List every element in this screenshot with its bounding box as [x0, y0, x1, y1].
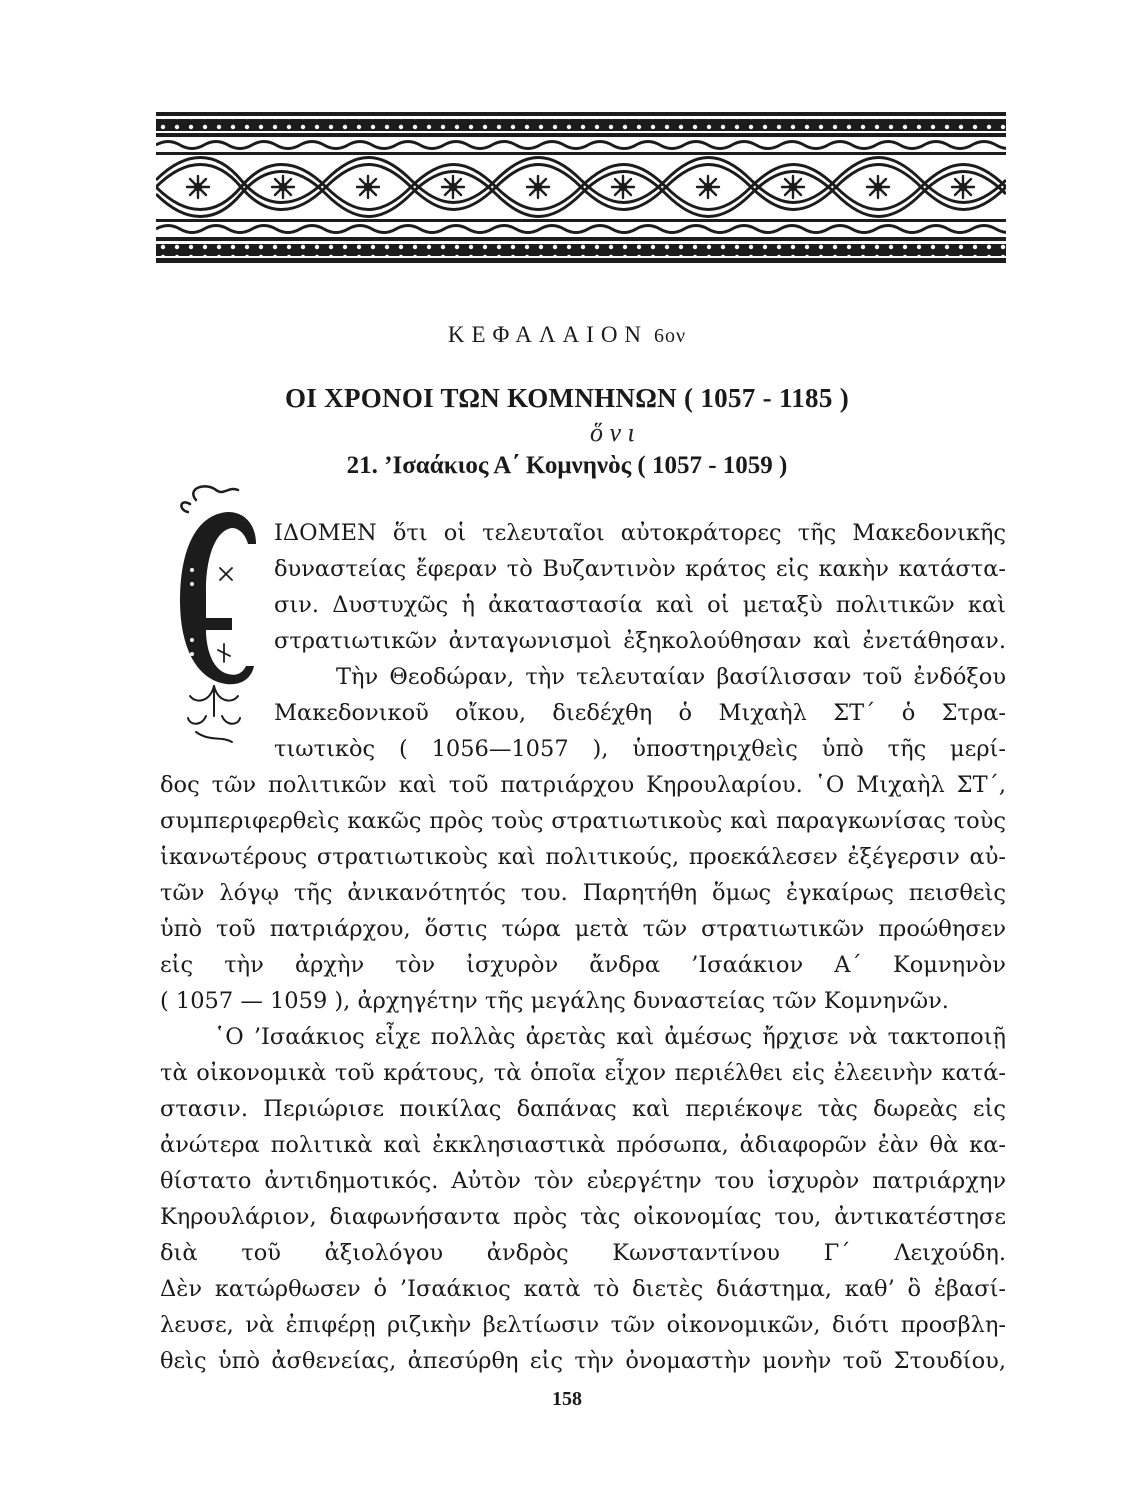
text-line: στασιν. Περιώρισε ποικίλας δαπάνας καὶ περιέκοψε τὰς δωρεὰς εἰς	[160, 1096, 1006, 1122]
text-line: Δὲν κατώρθωσεν ὁ ’Ισαάκιος κατὰ τὸ διετὲς διάστημα, καθ’ ὃ ἐβασί-	[160, 1276, 1006, 1302]
text-line: εἰς τὴν ἀρχὴν τὸν ἰσχυρὸν ἄνδρα ’Ισαάκιον Α΄ Κομνηνὸν	[160, 952, 1006, 978]
text-line: τῶν λόγῳ τῆς ἀνικανότητός του. Παρητήθη ὅμως ἐγκαίρως πεισθεὶς	[160, 880, 1006, 906]
text-line: Μακεδονικοῦ οἴκου, διεδέχθη ὁ Μιχαὴλ ΣΤ΄ ὁ Στρα-	[274, 700, 1006, 726]
text-line: θίστατο ἀντιδημοτικός. Αὐτὸν τὸν εὐεργέτην του ἰσχυρὸν πατριάρχην	[160, 1168, 1006, 1194]
handwritten-margin-note: ὅ ν ι	[590, 418, 635, 447]
chapter-heading	[0, 322, 1134, 348]
text-line: Κηρουλάριον, διαφωνήσαντα πρὸς τὰς οἰκονομίας του, ἀντικατέστησε	[160, 1204, 1006, 1230]
text-line: ῾Ο ’Ισαάκιος εἶχε πολλὰς ἀρετὰς καὶ ἀμέσως ἤρχισε νὰ τακτοποιῇ	[214, 1024, 1006, 1050]
text-line: ( 1057 — 1059 ), ἀρχηγέτην τῆς μεγάλης δυναστείας τῶν Κομνηνῶν.	[160, 988, 949, 1014]
text-line: λευσε, νὰ ἐπιφέρῃ ριζικὴν βελτίωσιν τῶν οἰκονομικῶν, διότι προσβλη-	[160, 1312, 1006, 1338]
text-line: ΙΔΟΜΕΝ ὅτι οἱ τελευταῖοι αὐτοκράτορες τῆς Μακεδονικῆς	[274, 520, 1006, 546]
text-line: σιν. Δυστυχῶς ἡ ἀκαταστασία καὶ οἱ μεταξὺ πολιτικῶν καὶ	[274, 592, 1006, 618]
text-line: δος τῶν πολιτικῶν καὶ τοῦ πατριάρχου Κηρουλαρίου. ῾Ο Μιχαὴλ ΣΤ΄,	[160, 772, 1006, 798]
chapter-title: ΟΙ ΧΡΟΝΟΙ ΤΩΝ ΚΟΜΝΗΝΩΝ ( 1057 - 1185 )	[285, 383, 849, 413]
chapter-ordinal: 6ον	[654, 325, 687, 347]
text-line: θεὶς ὑπὸ ἀσθενείας, ἀπεσύρθη εἰς τὴν ὀνομαστὴν μονὴν τοῦ Στουδίου,	[160, 1348, 1006, 1374]
text-line: στρατιωτικῶν ἀνταγωνισμοὶ ἐξηκολούθησαν καὶ ἐνετάθησαν.	[274, 628, 1006, 654]
text-line: συμπεριφερθεὶς κακῶς πρὸς τοὺς στρατιωτικοὺς καὶ παραγκωνίσας τοὺς	[160, 808, 1006, 834]
text-line: τιωτικὸς ( 1056—1057 ), ὑποστηριχθεὶς ὑπὸ τῆς μερί-	[274, 736, 1006, 762]
ornamental-header-banner	[156, 112, 1006, 264]
section-title: 21. ’Ισαάκιος Α΄ Κομνηνὸς ( 1057 - 1059 )	[346, 452, 788, 479]
text-line: δυναστείας ἔφεραν τὸ Βυζαντινὸν κράτος εἰς κακὴν κατάστα-	[274, 556, 1006, 582]
text-line: ὑπὸ τοῦ πατριάρχου, ὅστις τώρα μετὰ τῶν στρατιωτικῶν προώθησεν	[160, 916, 1006, 942]
ornamental-drop-cap-icon	[166, 480, 262, 750]
text-line: Τὴν Θεοδώραν, τὴν τελευταίαν βασίλισσαν τοῦ ἐνδόξου	[336, 664, 1006, 690]
page-number: 158	[552, 1388, 582, 1410]
chapter-label: ΚΕΦΑΛΑΙΟΝ	[447, 322, 649, 347]
text-line: διὰ τοῦ ἀξιολόγου ἀνδρὸς Κωνσταντίνου Γ΄ Λειχούδη.	[160, 1240, 1006, 1266]
text-line: ἀνώτερα πολιτικὰ καὶ ἐκκλησιαστικὰ πρόσωπα, ἀδιαφορῶν ἐὰν θὰ κα-	[160, 1132, 1006, 1158]
text-line: ἱκανωτέρους στρατιωτικοὺς καὶ πολιτικούς, προεκάλεσεν ἐξέγερσιν αὐ-	[160, 844, 1006, 870]
text-line: τὰ οἰκονομικὰ τοῦ κράτους, τὰ ὁποῖα εἶχον περιέλθει εἰς ἐλεεινὴν κατά-	[160, 1060, 1006, 1086]
